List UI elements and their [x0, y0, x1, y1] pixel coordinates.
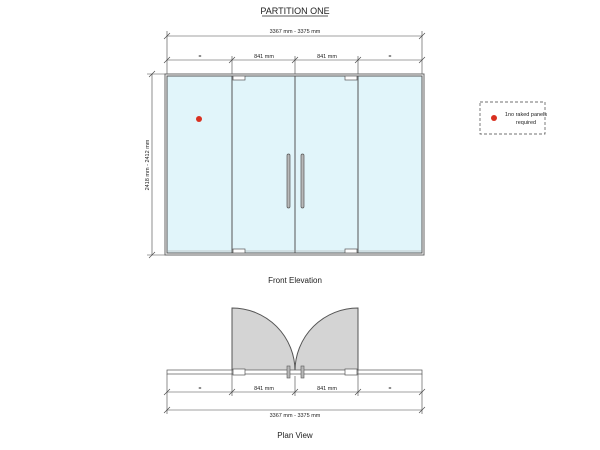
overall-width-dimension [164, 29, 425, 74]
front-elevation-label: Front Elevation [268, 276, 322, 285]
door-leaf-right [295, 76, 358, 253]
side-panel-right [358, 76, 422, 253]
overall-height-dimension [145, 71, 167, 258]
plan-segment-dimension [164, 386, 425, 395]
plan-equal-mark-left: = [198, 386, 202, 392]
overall-height-label: 2418 mm - 2412 mm [145, 139, 151, 191]
pull-handle-left [287, 154, 290, 208]
door-swing-left [232, 308, 295, 371]
door-leaf-left [232, 76, 295, 253]
plan-door-width-right-label: 841 mm [317, 386, 337, 392]
plan-view-label: Plan View [277, 431, 313, 440]
equal-mark-left: = [198, 54, 202, 60]
legend-text-line2: required [515, 120, 537, 126]
plan-handle-right [301, 366, 304, 378]
patch-fitting-bottom-right [345, 249, 357, 253]
plan-view [164, 308, 425, 440]
legend-marker [491, 115, 497, 121]
patch-fitting-top-left [233, 76, 245, 80]
legend-text-line1: 1no raked panels [504, 112, 548, 118]
patch-fitting-bottom-left [233, 249, 245, 253]
legend-box [480, 102, 547, 134]
plan-fitting-left [233, 369, 245, 375]
raked-panel-marker [196, 116, 202, 122]
drawing-title: PARTITION ONE [260, 6, 330, 16]
equal-mark-right: = [388, 54, 392, 60]
glass-partition [165, 74, 424, 255]
side-panel-left [167, 76, 232, 253]
door-width-right-label: 841 mm [317, 54, 337, 60]
plan-fitting-right [345, 369, 357, 375]
plan-equal-mark-right: = [388, 386, 392, 392]
overall-width-label: 3367 mm - 3375 mm [269, 29, 321, 35]
plan-handle-left [287, 366, 290, 378]
door-swing-right [295, 308, 358, 371]
patch-fitting-top-right [345, 76, 357, 80]
plan-overall-width-label: 3367 mm - 3375 mm [269, 413, 321, 419]
pull-handle-right [301, 154, 304, 208]
plan-overall-dimension [164, 407, 425, 419]
front-elevation [145, 29, 425, 285]
segment-width-dimension [164, 54, 425, 74]
door-width-left-label: 841 mm [254, 54, 274, 60]
plan-door-width-left-label: 841 mm [254, 386, 274, 392]
plan-partition-line [167, 370, 422, 374]
